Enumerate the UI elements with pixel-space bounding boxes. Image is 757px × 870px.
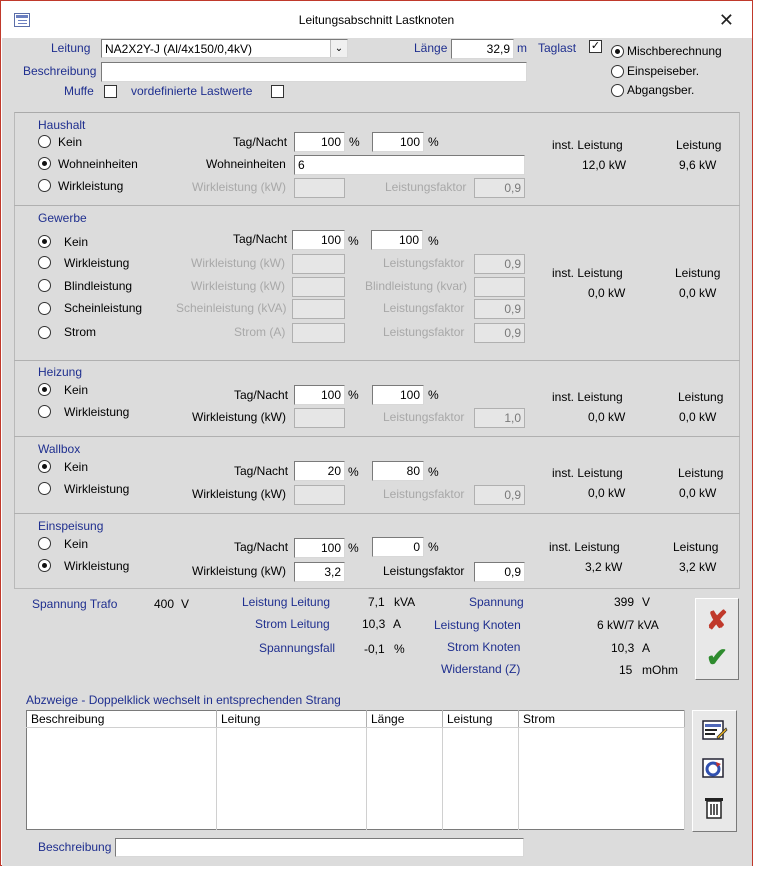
gewerbe-title: Gewerbe xyxy=(38,211,87,225)
abzweige-title: Abzweige - Doppelklick wechselt in entsprechenden Strang xyxy=(26,693,341,707)
col-laenge[interactable]: Länge xyxy=(367,711,443,728)
strom-knoten-unit: A xyxy=(642,641,651,655)
separator xyxy=(14,513,740,514)
einspeisung-lf-field[interactable]: 0,9 xyxy=(474,562,525,582)
wallbox-radio-wl[interactable] xyxy=(38,482,51,495)
gewerbe-nacht-field[interactable]: 100 xyxy=(371,230,423,250)
gewerbe-sl-field[interactable] xyxy=(292,299,345,319)
muffe-label: Muffe xyxy=(64,84,94,98)
beschreibung-label: Beschreibung xyxy=(23,64,97,78)
wallbox-inst-label: inst. Leistung xyxy=(552,466,623,480)
gewerbe-inst-label: inst. Leistung xyxy=(552,266,623,280)
spannung-trafo-unit: V xyxy=(181,597,190,611)
gewerbe-radio-strom[interactable] xyxy=(38,326,51,339)
heizung-wl-label: Wirkleistung (kW) xyxy=(192,410,287,424)
leistung-knoten-value: 6 kW/7 kVA xyxy=(597,618,659,632)
wallbox-radio-kein[interactable] xyxy=(38,460,51,473)
heizung-nacht-field[interactable]: 100 xyxy=(372,385,424,405)
gewerbe-wl-label: Wirkleistung (kW) xyxy=(191,256,286,270)
einspeisung-tagnacht-label: Tag/Nacht xyxy=(234,540,289,554)
pct-label: % xyxy=(348,541,359,555)
strom-leitung-value: 10,3 xyxy=(362,617,386,631)
haushalt-wl-label: Wirkleistung (kW) xyxy=(192,180,287,194)
spannung-trafo-label: Spannung Trafo xyxy=(32,597,118,611)
gewerbe-radio-kein[interactable] xyxy=(38,235,51,248)
radio-mischberechnung[interactable] xyxy=(611,45,624,58)
beschreibung-field[interactable] xyxy=(101,62,527,82)
einspeisung-leistung-value: 3,2 kW xyxy=(679,560,717,574)
haushalt-radio-wl[interactable] xyxy=(38,179,51,192)
heizung-tagnacht-label: Tag/Nacht xyxy=(234,388,289,402)
spannung-label: Spannung xyxy=(469,595,524,609)
table-header-row xyxy=(27,711,685,728)
pct-label: % xyxy=(428,234,439,248)
heizung-lf-field[interactable]: 1,0 xyxy=(474,408,525,428)
gewerbe-leistung-value: 0,0 kW xyxy=(679,286,717,300)
leistung-leitung-value: 7,1 xyxy=(368,595,385,609)
gewerbe-radio-wl[interactable] xyxy=(38,256,51,269)
gewerbe-radio-bl[interactable] xyxy=(38,279,51,292)
haushalt-opt-wl: Wirkleistung xyxy=(58,179,124,193)
wallbox-leistung-label: Leistung xyxy=(678,466,724,480)
gewerbe-lf-label: Leistungsfaktor xyxy=(383,325,465,339)
haushalt-leistung-label: Leistung xyxy=(676,138,722,152)
haushalt-leistung-value: 9,6 kW xyxy=(679,158,717,172)
gewerbe-tag-field[interactable]: 100 xyxy=(292,230,345,250)
haushalt-inst-value: 12,0 kW xyxy=(582,158,627,172)
heizung-title: Heizung xyxy=(38,365,83,379)
pct-label: % xyxy=(428,465,439,479)
gewerbe-tagnacht-label: Tag/Nacht xyxy=(233,232,288,246)
heizung-radio-kein[interactable] xyxy=(38,383,51,396)
separator xyxy=(14,436,740,437)
radio-einspeiseber[interactable] xyxy=(611,65,624,78)
mode-label-misch: Mischberechnung xyxy=(627,44,722,58)
spannungsfall-label: Spannungsfall xyxy=(259,641,336,655)
haushalt-lf-field[interactable]: 0,9 xyxy=(474,178,525,198)
gewerbe-bl2-field[interactable] xyxy=(474,277,525,297)
form-edit-icon xyxy=(700,717,728,745)
gewerbe-opt-sl: Scheinleistung xyxy=(64,301,143,315)
pct-label: % xyxy=(348,388,359,402)
einspeisung-nacht-field[interactable]: 0 xyxy=(372,537,424,557)
taglast-label: Taglast xyxy=(538,41,577,55)
heizung-opt-wl: Wirkleistung xyxy=(64,405,130,419)
chevron-down-icon[interactable]: ⌄ xyxy=(330,40,347,58)
gewerbe-opt-bl: Blindleistung xyxy=(64,279,133,293)
gewerbe-bl-label: Wirkleistung (kW) xyxy=(191,279,286,293)
close-icon[interactable]: ✕ xyxy=(718,10,734,30)
mode-label-abgang: Abgangsber. xyxy=(627,83,695,97)
leistung-knoten-label: Leistung Knoten xyxy=(434,618,521,632)
cancel-button[interactable]: ✘ xyxy=(706,605,728,635)
einspeisung-tag-field[interactable]: 100 xyxy=(294,538,345,558)
table-empty-area xyxy=(27,728,685,830)
gewerbe-lf-label: Leistungsfaktor xyxy=(383,256,465,270)
haushalt-we-label: Wohneinheiten xyxy=(206,157,286,171)
pct-label: % xyxy=(428,388,439,402)
spannung-value: 399 xyxy=(614,595,635,609)
einspeisung-title: Einspeisung xyxy=(38,519,104,533)
wallbox-lf-field[interactable]: 0,9 xyxy=(474,485,525,505)
gewerbe-wl-field[interactable] xyxy=(292,254,345,274)
gewerbe-opt-kein: Kein xyxy=(64,235,89,249)
widerstand-unit: mOhm xyxy=(642,663,678,677)
heizung-radio-wl[interactable] xyxy=(38,405,51,418)
gewerbe-lf2-field[interactable]: 0,9 xyxy=(474,299,525,319)
haushalt-lf-label: Leistungsfaktor xyxy=(385,180,467,194)
heizung-leistung-value: 0,0 kW xyxy=(679,410,717,424)
wallbox-wl-label: Wirkleistung (kW) xyxy=(192,487,287,501)
einspeisung-leistung-label: Leistung xyxy=(673,540,719,554)
haushalt-radio-kein[interactable] xyxy=(38,135,51,148)
gewerbe-lf-label: Leistungsfaktor xyxy=(383,301,465,315)
spannungsfall-unit: % xyxy=(394,642,405,656)
gewerbe-bl-field[interactable] xyxy=(292,277,345,297)
einspeisung-inst-value: 3,2 kW xyxy=(585,560,623,574)
gewerbe-st-field[interactable] xyxy=(292,323,345,343)
gewerbe-lf1-field[interactable]: 0,9 xyxy=(474,254,525,274)
einspeisung-radio-wl[interactable] xyxy=(38,559,51,572)
haushalt-opt-kein: Kein xyxy=(58,135,83,149)
gewerbe-sl-label: Scheinleistung (kVA) xyxy=(176,301,287,315)
abzweige-table[interactable] xyxy=(26,710,685,830)
separator xyxy=(14,360,740,361)
haushalt-radio-we[interactable] xyxy=(38,157,51,170)
wallbox-wl-field[interactable] xyxy=(294,485,345,505)
strom-knoten-label: Strom Knoten xyxy=(447,640,521,654)
spannung-unit: V xyxy=(642,595,651,609)
wallbox-tagnacht-label: Tag/Nacht xyxy=(234,464,289,478)
radio-abgangsber[interactable] xyxy=(611,84,624,97)
einspeisung-opt-kein: Kein xyxy=(64,537,89,551)
col-strom[interactable]: Strom xyxy=(519,711,685,728)
wallbox-lf-label: Leistungsfaktor xyxy=(383,487,465,501)
muffe-checkbox[interactable] xyxy=(104,85,117,98)
bottom-beschreibung-label: Beschreibung xyxy=(38,840,112,854)
pct-label: % xyxy=(349,135,360,149)
wallbox-opt-wl: Wirkleistung xyxy=(64,482,130,496)
gewerbe-bl2-label: Blindleistung (kvar) xyxy=(365,279,468,293)
leitung-value: NA2X2Y-J (Al/4x150/0,4kV) xyxy=(105,42,252,56)
taglast-checkbox[interactable]: ✓ xyxy=(590,40,601,52)
haushalt-we-field[interactable]: 6 xyxy=(294,155,525,175)
haushalt-tag-field[interactable]: 100 xyxy=(294,132,345,152)
einspeisung-wl-label: Wirkleistung (kW) xyxy=(192,564,287,578)
wallbox-tag-field[interactable]: 20 xyxy=(294,461,345,481)
col-beschreibung[interactable]: Beschreibung xyxy=(27,711,217,728)
haushalt-tagnacht-label: Tag/Nacht xyxy=(233,135,288,149)
spannungsfall-value: -0,1 xyxy=(364,642,385,656)
gewerbe-inst-value: 0,0 kW xyxy=(588,286,626,300)
wallbox-title: Wallbox xyxy=(38,442,81,456)
refresh-button[interactable] xyxy=(700,755,728,783)
wallbox-opt-kein: Kein xyxy=(64,460,89,474)
widerstand-value: 15 xyxy=(619,663,633,677)
leitung-combo[interactable] xyxy=(101,39,348,58)
einspeisung-opt-wl: Wirkleistung xyxy=(64,559,130,573)
form-body xyxy=(2,38,752,866)
gewerbe-radio-sl[interactable] xyxy=(38,302,51,315)
open-strang-button[interactable] xyxy=(700,717,728,745)
heizung-lf-label: Leistungsfaktor xyxy=(383,410,465,424)
col-leistung[interactable]: Leistung xyxy=(443,711,519,728)
haushalt-opt-we: Wohneinheiten xyxy=(58,157,138,171)
vordef-label: vordefinierte Lastwerte xyxy=(131,84,253,98)
col-leitung[interactable]: Leitung xyxy=(217,711,367,728)
separator xyxy=(14,205,740,206)
strom-leitung-label: Strom Leitung xyxy=(255,617,330,631)
einspeisung-lf-label: Leistungsfaktor xyxy=(383,564,465,578)
delete-button[interactable] xyxy=(700,793,728,821)
heizung-leistung-label: Leistung xyxy=(678,390,724,404)
mode-label-einspeise: Einspeiseber. xyxy=(627,64,700,78)
heizung-inst-label: inst. Leistung xyxy=(552,390,623,404)
laenge-unit: m xyxy=(517,41,527,55)
wallbox-inst-value: 0,0 kW xyxy=(588,486,626,500)
window-title: Leitungsabschnitt Lastknoten xyxy=(298,13,455,27)
gewerbe-lf3-field[interactable]: 0,9 xyxy=(474,323,525,343)
haushalt-nacht-field[interactable]: 100 xyxy=(372,132,424,152)
leistung-leitung-unit: kVA xyxy=(394,595,416,609)
bottom-beschreibung-field[interactable] xyxy=(115,838,524,857)
strom-knoten-value: 10,3 xyxy=(611,641,635,655)
pct-label: % xyxy=(348,465,359,479)
heizung-wl-field[interactable] xyxy=(294,408,345,428)
ok-button[interactable]: ✔ xyxy=(706,642,728,672)
gewerbe-opt-wl: Wirkleistung xyxy=(64,256,130,270)
title-bar xyxy=(1,1,752,38)
pct-label: % xyxy=(428,135,439,149)
wallbox-nacht-field[interactable]: 80 xyxy=(372,461,424,481)
heizung-opt-kein: Kein xyxy=(64,383,89,397)
pct-label: % xyxy=(348,234,359,248)
haushalt-wl-field[interactable] xyxy=(294,178,345,198)
heizung-tag-field[interactable]: 100 xyxy=(294,385,345,405)
heizung-inst-value: 0,0 kW xyxy=(588,410,626,424)
gewerbe-opt-strom: Strom xyxy=(64,325,97,339)
vordef-checkbox[interactable] xyxy=(271,85,284,98)
spannung-trafo-value: 400 xyxy=(154,597,175,611)
pct-label: % xyxy=(428,540,439,554)
haushalt-inst-label: inst. Leistung xyxy=(552,138,623,152)
leitung-label: Leitung xyxy=(51,41,91,55)
laenge-label: Länge xyxy=(414,41,448,55)
einspeisung-wl-field[interactable]: 3,2 xyxy=(294,562,345,582)
trash-icon xyxy=(700,793,728,821)
widerstand-label: Widerstand (Z) xyxy=(441,662,521,676)
gewerbe-st-label: Strom (A) xyxy=(234,325,286,339)
einspeisung-radio-kein[interactable] xyxy=(38,537,51,550)
haushalt-title: Haushalt xyxy=(38,118,86,132)
leistung-leitung-label: Leistung Leitung xyxy=(242,595,331,609)
gewerbe-leistung-label: Leistung xyxy=(675,266,721,280)
laenge-field[interactable]: 32,9 xyxy=(451,39,514,59)
wallbox-leistung-value: 0,0 kW xyxy=(679,486,717,500)
einspeisung-inst-label: inst. Leistung xyxy=(549,540,620,554)
refresh-icon xyxy=(700,755,728,783)
strom-leitung-unit: A xyxy=(393,617,402,631)
